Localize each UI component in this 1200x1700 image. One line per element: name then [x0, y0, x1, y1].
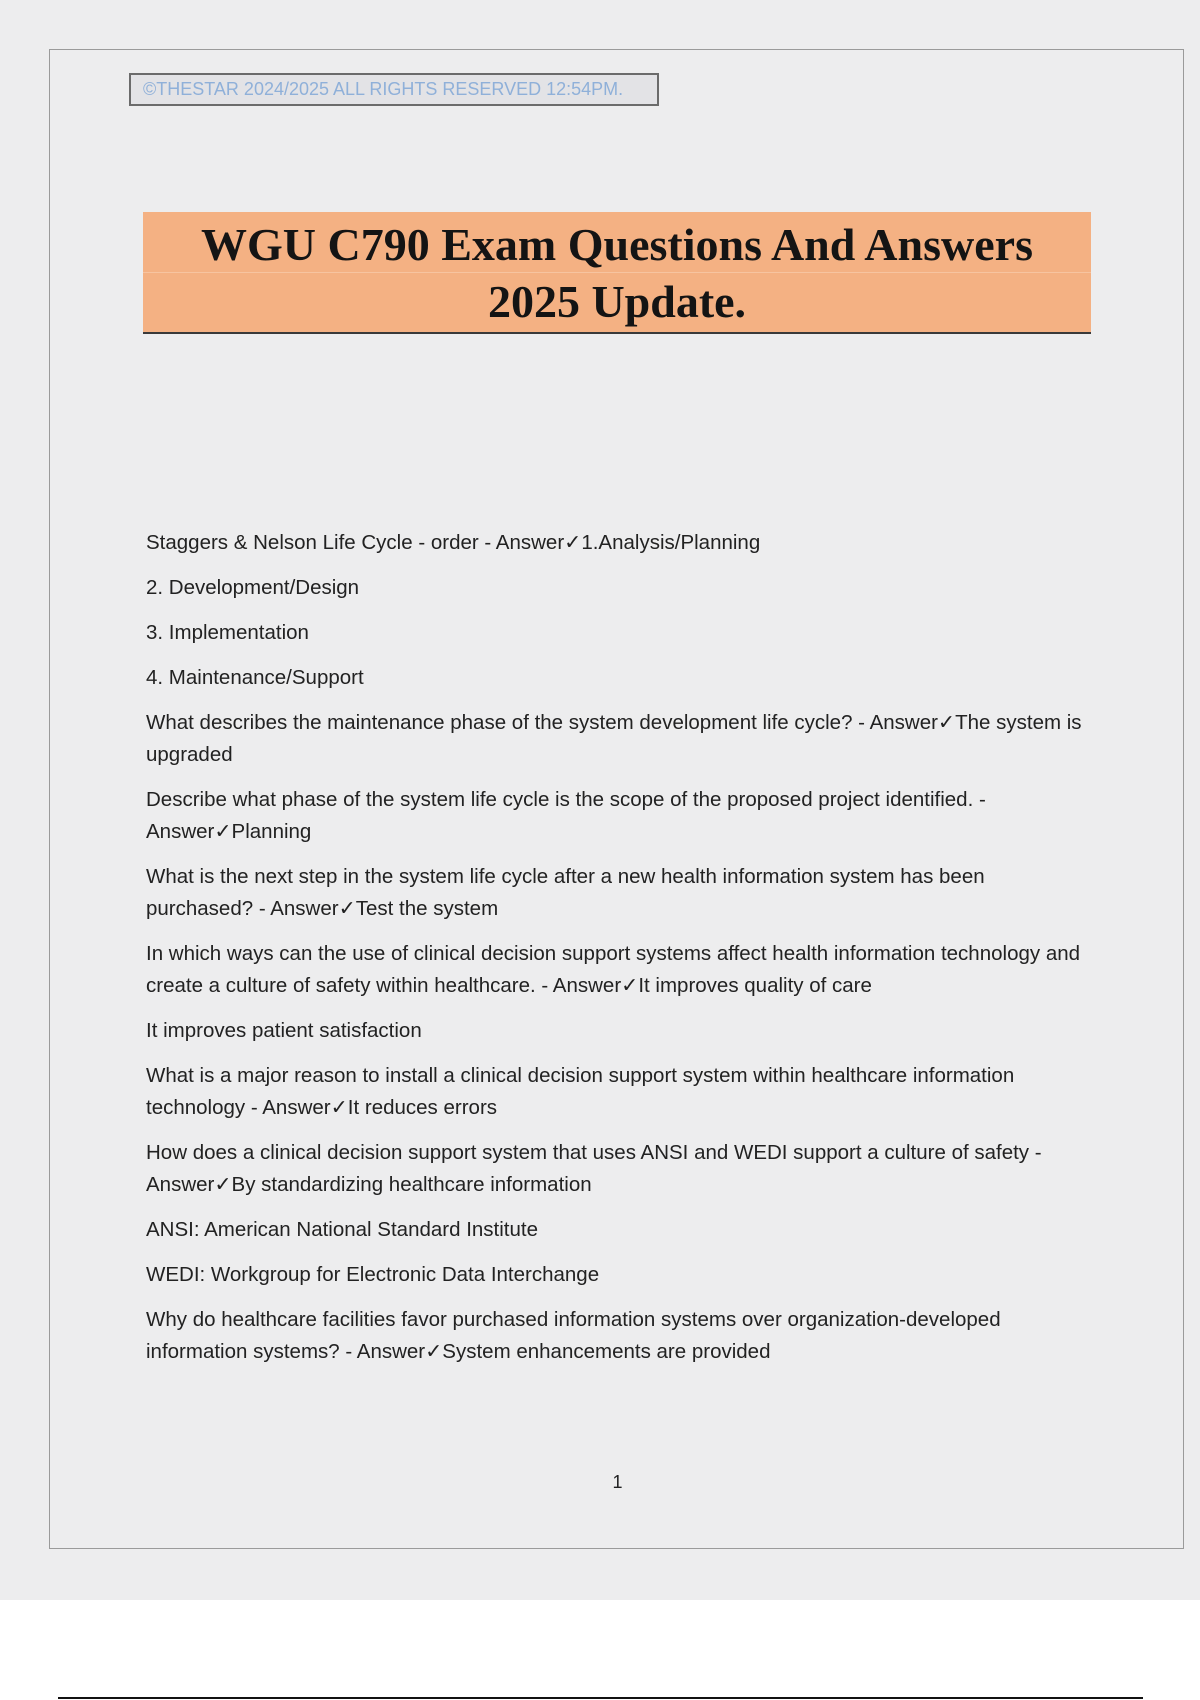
- footer-divider: [58, 1697, 1143, 1699]
- qa-paragraph: WEDI: Workgroup for Electronic Data Interchange: [146, 1263, 600, 1286]
- document-title-line-1: WGU C790 Exam Questions And Answers: [201, 219, 1033, 270]
- page-number: 1: [612, 1472, 623, 1492]
- qa-paragraph: 3. Implementation: [146, 621, 309, 644]
- qa-paragraph: ANSI: American National Standard Institute: [146, 1218, 538, 1241]
- document-title-line-2: 2025 Update.: [487, 276, 747, 327]
- qa-paragraph: What is a major reason to install a clinical decision support system within healthcare information technology - Answer✓It reduces errors: [146, 1064, 1015, 1119]
- question-answer-list: [146, 527, 1096, 1381]
- qa-paragraph: 2. Development/Design: [146, 576, 360, 599]
- qa-paragraph: It improves patient satisfaction: [146, 1019, 422, 1042]
- qa-paragraph: Staggers & Nelson Life Cycle - order - Answer✓1.Analysis/Planning: [146, 531, 761, 554]
- qa-paragraph: What describes the maintenance phase of the system development life cycle? - Answer✓The system is upgraded: [146, 711, 1082, 766]
- qa-paragraph: Why do healthcare facilities favor purchased information systems over organization-developed information systems? - Answer✓System enhancements are provided: [146, 1308, 1001, 1363]
- qa-paragraph: Describe what phase of the system life cycle is the scope of the proposed project identified. - Answer✓Planning: [146, 788, 986, 843]
- qa-paragraph: 4. Maintenance/Support: [146, 666, 364, 689]
- copyright-watermark: ©THESTAR 2024/2025 ALL RIGHTS RESERVED 12:54PM.: [129, 73, 659, 106]
- title-banner: [143, 212, 1091, 334]
- qa-paragraph: What is the next step in the system life cycle after a new health information system has been purchased? - Answer✓Test the system: [146, 865, 985, 920]
- qa-paragraph: In which ways can the use of clinical decision support systems affect health information technology and create a culture of safety within healthcare. - Answer✓It improves quality of care: [146, 942, 1081, 997]
- qa-paragraph: How does a clinical decision support system that uses ANSI and WEDI support a culture of safety - Answer✓By standardizing healthcare information: [146, 1141, 1042, 1196]
